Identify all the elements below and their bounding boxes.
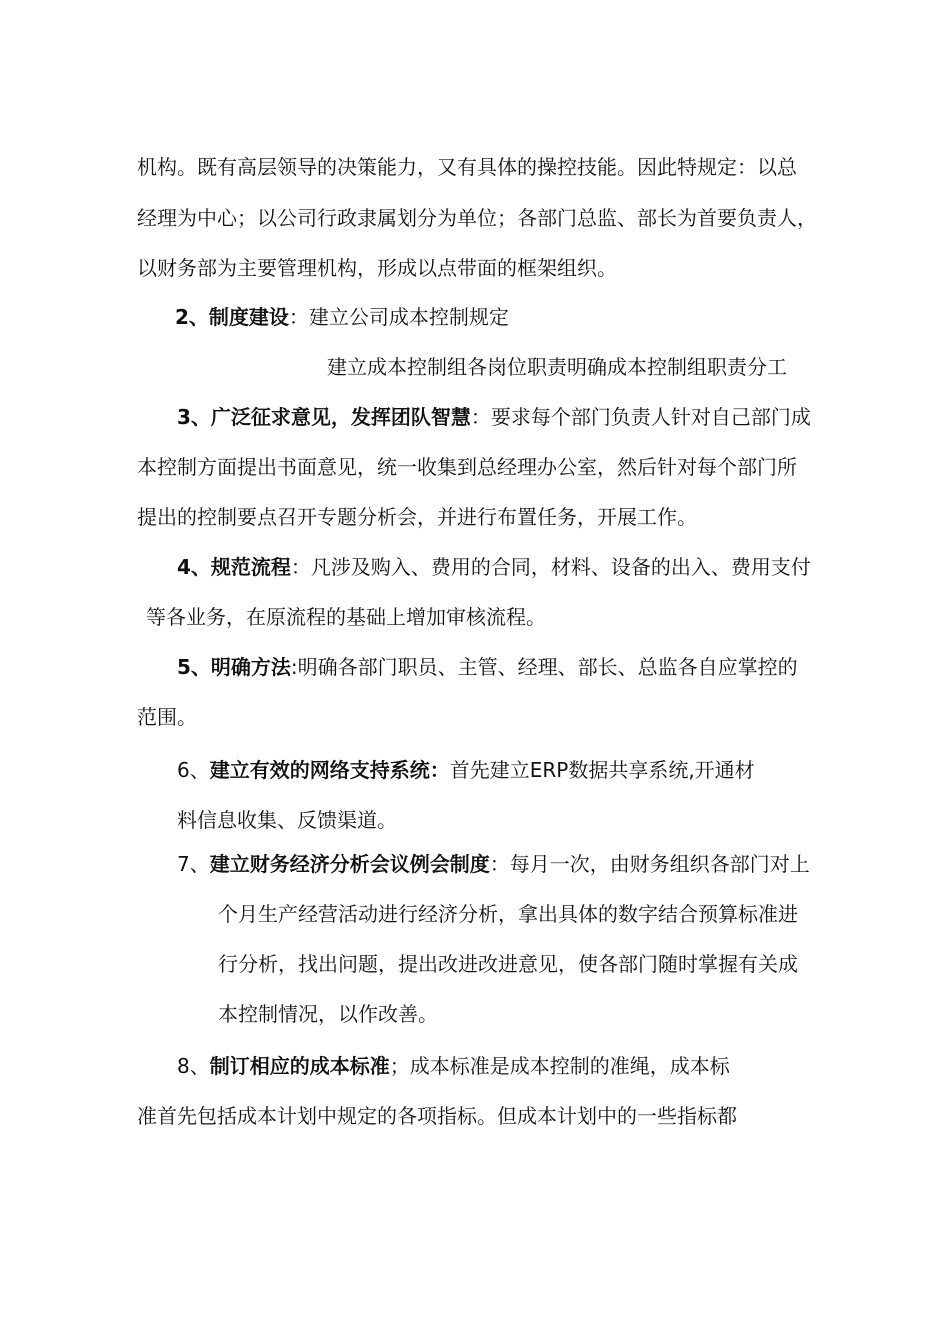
item6-number: 6、	[177, 758, 210, 782]
item8-line1	[177, 1052, 730, 1080]
item2-text: ：建立公司成本控制规定	[288, 305, 509, 329]
item7-text: ：每月一次，由财务组织各部门对上	[489, 852, 810, 876]
item4-heading: 4、规范流程	[177, 555, 291, 579]
item2-heading: 2、制度建设	[175, 305, 289, 329]
item7-line4: 本控制情况，以作改善。	[218, 1002, 438, 1026]
item3-line3: 提出的控制要点召开专题分析会，并进行布置任务，开展工作。	[137, 505, 697, 529]
item5-text: :明确各部门职员、主管、经理、部长、总监各自应掌控的	[290, 655, 798, 679]
item6-text: 首先建立ERP数据共享系统,开通材	[449, 758, 755, 782]
item8-number: 8、	[177, 1054, 210, 1078]
item3-text: ：要求每个部门负责人针对自己部门成	[470, 405, 811, 429]
item8-heading: 制订相应的成本标准	[209, 1054, 390, 1078]
item4-line1	[177, 553, 811, 581]
item4-line2: 等各业务，在原流程的基础上增加审核流程。	[146, 605, 546, 629]
para1-line3: 以财务部为主要管理机构，形成以点带面的框架组织。	[137, 256, 617, 280]
item6-heading: 建立有效的网络支持系统：	[209, 758, 450, 782]
item4-text: ：凡涉及购入、费用的合同，材料、设备的出入、费用支付	[290, 555, 811, 579]
item2-line1	[175, 303, 509, 331]
item3-heading: 3、广泛征求意见，发挥团队智慧	[177, 405, 471, 429]
para1-line2: 经理为中心；以公司行政隶属划分为单位；各部门总监、部长为首要负责人，	[137, 206, 817, 230]
item7-line2: 个月生产经营活动进行经济分析，拿出具体的数字结合预算标准进	[218, 902, 798, 926]
para1-line1: 机构。既有高层领导的决策能力，又有具体的操控技能。因此特规定：以总	[137, 155, 797, 179]
item5-heading: 5、明确方法	[177, 655, 291, 679]
item6-line2: 料信息收集、反馈渠道。	[177, 808, 397, 832]
item3-line1	[177, 403, 811, 431]
item6-line1	[177, 756, 755, 784]
item3-line2: 本控制方面提出书面意见，统一收集到总经理办公室，然后针对每个部门所	[137, 455, 797, 479]
item5-line2: 范围。	[137, 705, 197, 729]
item7-line1	[177, 850, 810, 878]
item8-line2: 准首先包括成本计划中规定的各项指标。但成本计划中的一些指标都	[137, 1104, 737, 1128]
item8-text: ；成本标准是成本控制的准绳，成本标	[389, 1054, 730, 1078]
item5-line1	[177, 653, 798, 681]
item7-heading: 建立财务经济分析会议例会制度	[209, 852, 490, 876]
item2-line2: 建立成本控制组各岗位职责明确成本控制组职责分工	[327, 355, 787, 379]
item7-line3: 行分析，找出问题，提出改进改进意见，使各部门随时掌握有关成	[218, 952, 798, 976]
item7-number: 7、	[177, 852, 210, 876]
